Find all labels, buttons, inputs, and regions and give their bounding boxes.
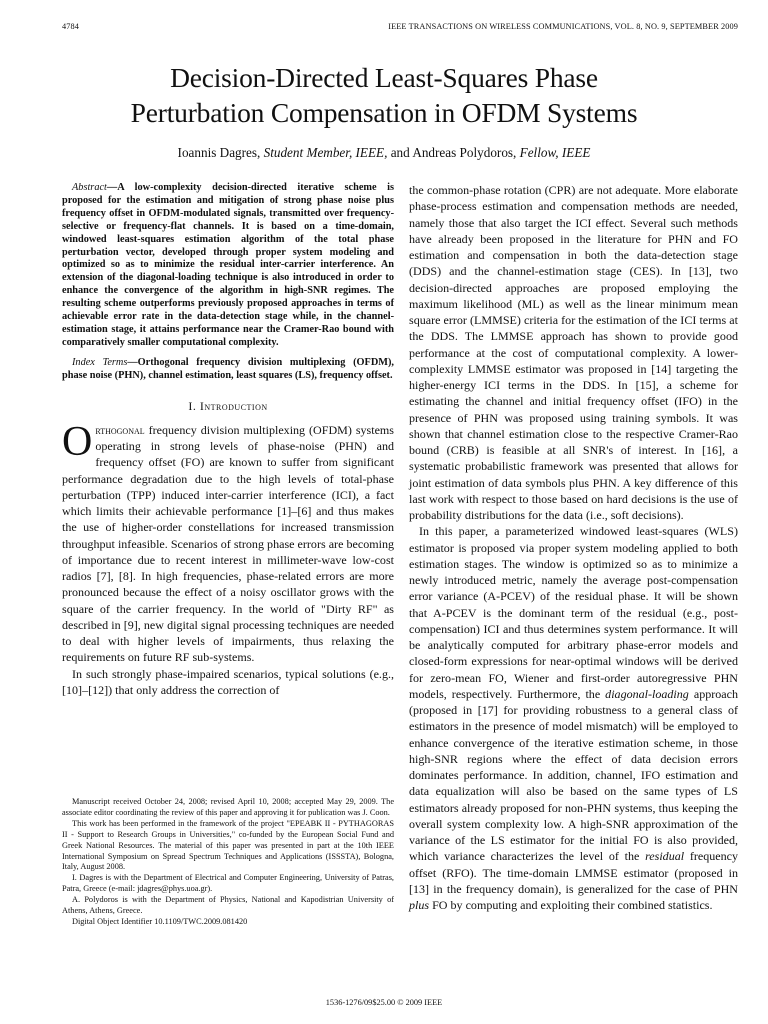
abstract-text: A low-complexity decision-directed iterative scheme is proposed for the estimation and mitigation of strong phase noise plus frequency offset in OFDM-modulated signals, transmitted over frequency-selective or frequency-flat channels. It is based on a time-domain, windowed least-squares estimation algorithm of the total phase perturbation vector, developed through proper system modeling and optimized so as to minimize the residual inter-carrier interference. An extension of the diagonal-loading technique is also introduced in order to enhance the convergence of the algorithm in high-SNR regimes. The resulting scheme outperforms previously proposed approaches in terms of achievable error rate in the data-detection stage while, in the channel-estimation stage, it attains performance near the Cramer-Rao bound with comparatively smaller computational complexity.	[62, 182, 394, 348]
emphasis-diagonal-loading: diagonal-loading	[605, 686, 689, 701]
footnote-manuscript: Manuscript received October 24, 2008; revised April 10, 2008; accepted May 29, 2009. The associate editor coordinating the review of this paper and approving it for publication was J. Coon.	[62, 797, 394, 817]
right-paragraph-2-b: approach (proposed in [17] for providing robustness to a general class of estimators in the presence of model mismatch) will be employed to enhance convergence of the iterative estimation scheme, in those high-SNR regions where the effect of data decision errors dominates performance. In addition, channel, IFO estimation and data equalization will also be based on the same types of LS estimators already proposed for non-PHN systems, thus keeping the overall system complexity low. A high-SNR approximation of the variance of the LS estimator for the initial FO is also provided, which variance characterizes the level of the	[409, 686, 738, 864]
footnote-funding: This work has been performed in the framework of the project "ΕΡΕΑΒΚ ΙΙ - PYTHAGORAS II - Support to Research Groups in Universities," co-funded by the European Social Fund and Greek National Resources. The material of this paper was presented in part at the 10th IEEE International Symposium on Spread Spectrum Techniques and Applications (ISSSTA), Bologna, Italy, August 2008.	[62, 818, 394, 872]
running-header	[62, 22, 738, 31]
page-number: 4784	[62, 22, 79, 31]
author-2: Andreas Polydoros,	[412, 145, 517, 160]
journal-header: IEEE TRANSACTIONS ON WIRELESS COMMUNICATIONS, VOL. 8, NO. 9, SEPTEMBER 2009	[388, 22, 738, 31]
abstract: Abstract—A low-complexity decision-directed iterative scheme is proposed for the estimation and mitigation of strong phase noise plus frequency offset in OFDM-modulated signals, transmitted over frequency-selective or frequency-flat channels. It is based on a time-domain, windowed least-squares estimation algorithm of the total phase perturbation vector, developed through proper system modeling and optimized so as to minimize the residual inter-carrier interference. An extension of the diagonal-loading technique is also introduced in order to enhance the convergence of the algorithm in high-SNR regimes. The resulting scheme outperforms previously proposed approaches in terms of achievable error rate in the data-detection stage while, in the channel-estimation stage, it attains performance near the Cramer-Rao bound with comparatively smaller computational complexity.	[62, 182, 394, 348]
right-paragraph-1: the common-phase rotation (CPR) are not adequate. More elaborate phase-process estimation and compensation methods are needed, namely those that also target the ICI effect. Several such methods have already been proposed in the literature for PHN and FO estimation and compensation in both the data-detection stage (DDS) and the channel-estimation stage (CES). In [13], two decision-directed approaches are proposed employing the maximum likelihood (ML) as well as the linear minimum mean square error (LMMSE) criteria for the estimation of the ICI terms at the DDS. The LMMSE approach has shown to provide good performance at the cost of computational complexity. A lower-complexity LMMSE estimator was proposed in [14] targeting the higher-energy ICI terms in the DDS. In [15], a scheme for estimating the channel and initial frequency offset (IFO) in the presence of PHN was proposed using training symbols. It was shown that channel estimation close to the respective Cramer-Rao bound (CRB) is feasible at all SNR's of interest. In [16], a systematic probabilistic framework was presented that allows for joint estimation of data symbols plus PHN. A key difference of this last work with respect to those based on hard decisions is the use of probability distributions for the data (i.e., soft decisions).	[409, 183, 738, 522]
title-line-2: Perturbation Compensation in OFDM Systems	[130, 97, 638, 128]
drop-cap: O	[62, 418, 93, 465]
right-paragraph-2	[409, 523, 738, 913]
footnote-doi: Digital Object Identifier 10.1109/TWC.2009.081420	[72, 916, 248, 926]
index-terms: Index Terms—Orthogonal frequency division multiplexing (OFDM), phase noise (PHN), channel estimation, least squares (LS), frequency offset.	[62, 356, 394, 381]
emphasis-residual: residual	[645, 849, 685, 864]
footnote-author-2: A. Polydoros is with the Department of Physics, National and Kapodistrian University of Athens, Athens, Greece.	[62, 895, 394, 916]
left-column	[62, 182, 394, 698]
emphasis-plus: plus	[409, 898, 430, 912]
section-title: Introduction	[199, 398, 268, 413]
abstract-label: Abstract	[72, 182, 107, 193]
index-terms-label: Index Terms	[72, 356, 128, 368]
copyright-footer: 1536-1276/09$25.00 © 2009 IEEE	[325, 998, 443, 1007]
right-paragraph-2-c: frequency offset (RFO). The time-domain LMMSE estimator (proposed in [13] in the frequency domain), is generalized for the case of PHN	[409, 849, 739, 896]
section-number: I.	[188, 398, 197, 413]
intro-paragraph-1-text: frequency division multiplexing (OFDM) systems operating in strong levels of phase-noise (PHN) and frequency offset (FO) are known to suffer from significant performance degradation due to the high levels of total-phase perturbation (TPP) induced inter-carrier interference (ICI), a fact which limits their achievable performance [1]–[6] and thus makes the use of higher-order constellations for increased transmission throughput infeasible. Scenarios of strong phase errors are becoming of importance due to recent interest in millimeter-wave low-cost radios [7], [8]. In high frequencies, phase-related errors are more pronounced because the effect of a noisy oscillator grows with the square of the carrier frequency. In the world of "Dirty RF" as described in [9], new digital signal processing techniques are needed to deal with higher levels of impairments, thus relaxing the requirements on future RF sub-systems.	[62, 422, 394, 665]
author-1-title: Student Member, IEEE,	[263, 145, 388, 160]
footnote-author-1: I. Dagres is with the Department of Electrical and Computer Engineering, University of Patras, Patra, Greece (e-mail: jdagres@phys.uoa.gr).	[62, 873, 394, 894]
author-line	[30, 145, 738, 161]
drop-cap-rest: rthogonal	[95, 422, 145, 437]
author-1: Ioannis Dagres,	[177, 145, 261, 160]
paper-title	[30, 60, 738, 130]
title-line-1: Decision-Directed Least-Squares Phase	[170, 62, 598, 93]
intro-paragraph-1	[62, 418, 394, 666]
intro-paragraph-2: In such strongly phase-impaired scenarios, typical solutions (e.g., [10]–[12]) that only address the correction of	[62, 666, 394, 697]
right-paragraph-2-d: FO by computing and exploiting their combined statistics.	[432, 898, 713, 912]
author-and: and	[390, 145, 410, 160]
right-column	[409, 182, 738, 913]
author-2-title: Fellow, IEEE	[519, 145, 591, 160]
index-terms-text: Orthogonal frequency division multiplexing (OFDM), phase noise (PHN), channel estimation, least squares (LS), frequency offset.	[62, 356, 394, 381]
section-heading-introduction	[62, 398, 394, 414]
right-paragraph-2-a: In this paper, a parameterized windowed least-squares (WLS) estimator is proposed via proper system modeling applied to both estimation stages. The window is optimized so as to minimize a newly introduced metric, namely the average post-compensation error variance (A-PCEV) of the residual phase. It will be shown that A-PCEV is the dominant term of the residual (e.g., post-compensation) ICI and thus determines system performance. It will be analytically computed for arbitrary phase-error models and closed-form expressions for near-optimal windows will be derived for zero-mean FO, Wiener and first-order autoregressive PHN models, respectively. Furthermore, the	[409, 524, 738, 701]
footnotes	[62, 797, 394, 928]
